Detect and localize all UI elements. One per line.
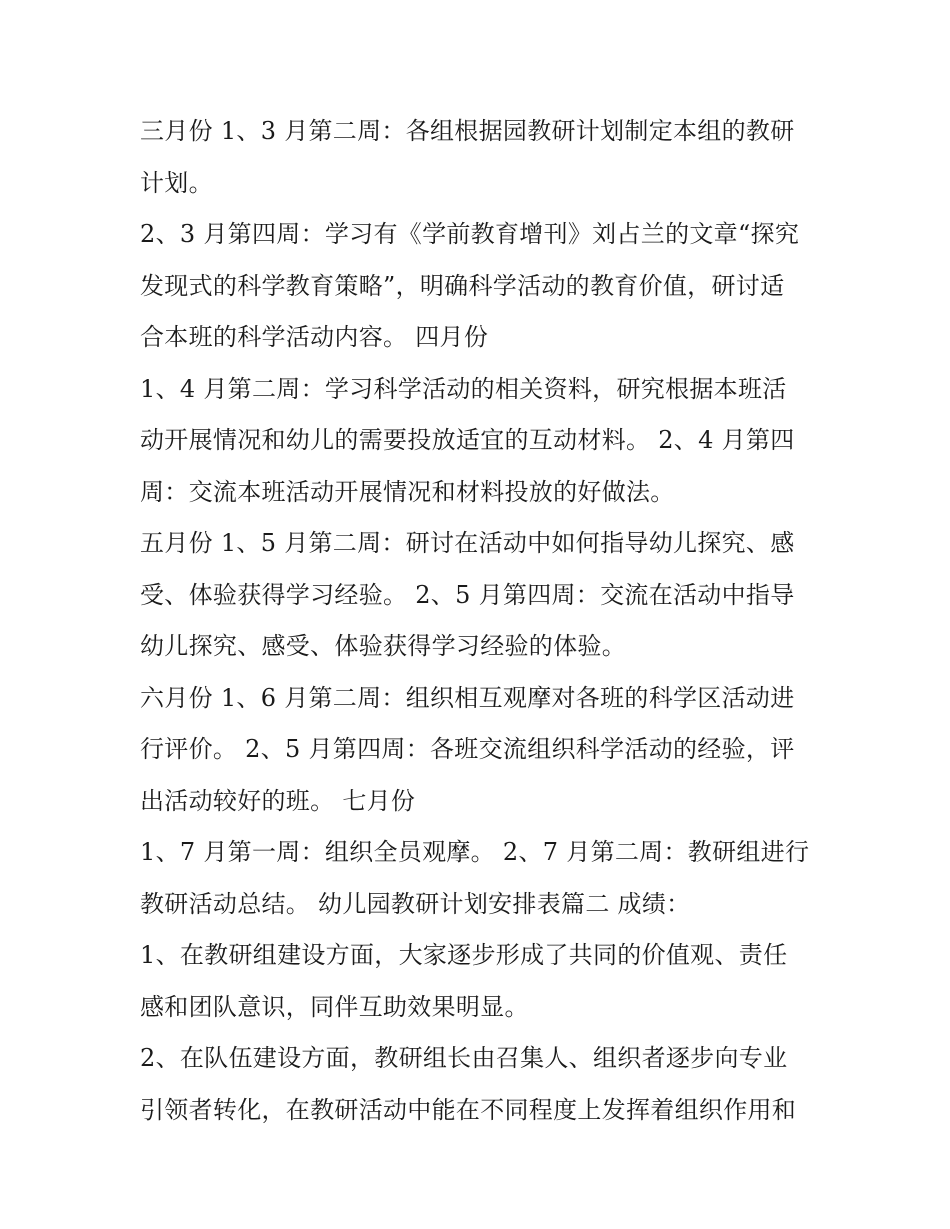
paragraph-july (140, 827, 820, 930)
text-line: 五月份 1、5 月第二周：研讨在活动中如何指导幼儿探究、感 (140, 529, 795, 557)
text-line: 周：交流本班活动开展情况和材料投放的好做法。 (140, 477, 675, 506)
text-line: 1、在教研组建设方面，大家逐步形成了共同的价值观、责任 (140, 941, 788, 969)
paragraph-achievement-1 (140, 930, 820, 1033)
paragraph-april (140, 364, 820, 519)
text-line: 2、3 月第四周：学习有《学前教育增刊》刘占兰的文章“探究 (140, 220, 800, 248)
text-line: 幼儿探究、感受、体验获得学习经验的体验。 (140, 632, 626, 660)
text-line: 教研活动总结。 幼儿园教研计划安排表篇二 成绩： (140, 889, 691, 918)
text-line: 发现式的科学教育策略”，明确科学活动的教育价值，研讨适 (140, 271, 785, 300)
text-line: 感和团队意识，同伴互助效果明显。 (140, 992, 529, 1021)
text-line: 1、7 月第一周：组织全员观摩。 2、7 月第二周：教研组进行 (140, 838, 810, 866)
document-body (140, 106, 820, 1136)
text-line: 动开展情况和幼儿的需要投放适宜的互动材料。 2、4 月第四 (140, 426, 795, 454)
paragraph-march (140, 106, 820, 209)
text-line: 受、体验获得学习经验。 2、5 月第四周：交流在活动中指导 (140, 580, 795, 609)
text-line: 引领者转化，在教研活动中能在不同程度上发挥着组织作用和 (140, 1095, 797, 1124)
text-line: 三月份 1、3 月第二周：各组根据园教研计划制定本组的教研 (140, 117, 795, 145)
text-line: 合本班的科学活动内容。 四月份 (140, 323, 489, 351)
text-line: 1、4 月第二周：学习科学活动的相关资料，研究根据本班活 (140, 374, 787, 403)
paragraph-achievement-2 (140, 1033, 820, 1136)
text-line: 行评价。 2、5 月第四周：各班交流组织科学活动的经验，评 (140, 735, 795, 763)
text-line: 出活动较好的班。 七月份 (140, 786, 416, 815)
paragraph-june (140, 673, 820, 828)
text-line: 2、在队伍建设方面，教研组长由召集人、组织者逐步向专业 (140, 1044, 788, 1072)
text-line: 六月份 1、6 月第二周：组织相互观摩对各班的科学区活动进 (140, 683, 795, 712)
text-line: 计划。 (140, 168, 213, 197)
paragraph-may (140, 518, 820, 673)
paragraph-march-week4 (140, 209, 820, 364)
